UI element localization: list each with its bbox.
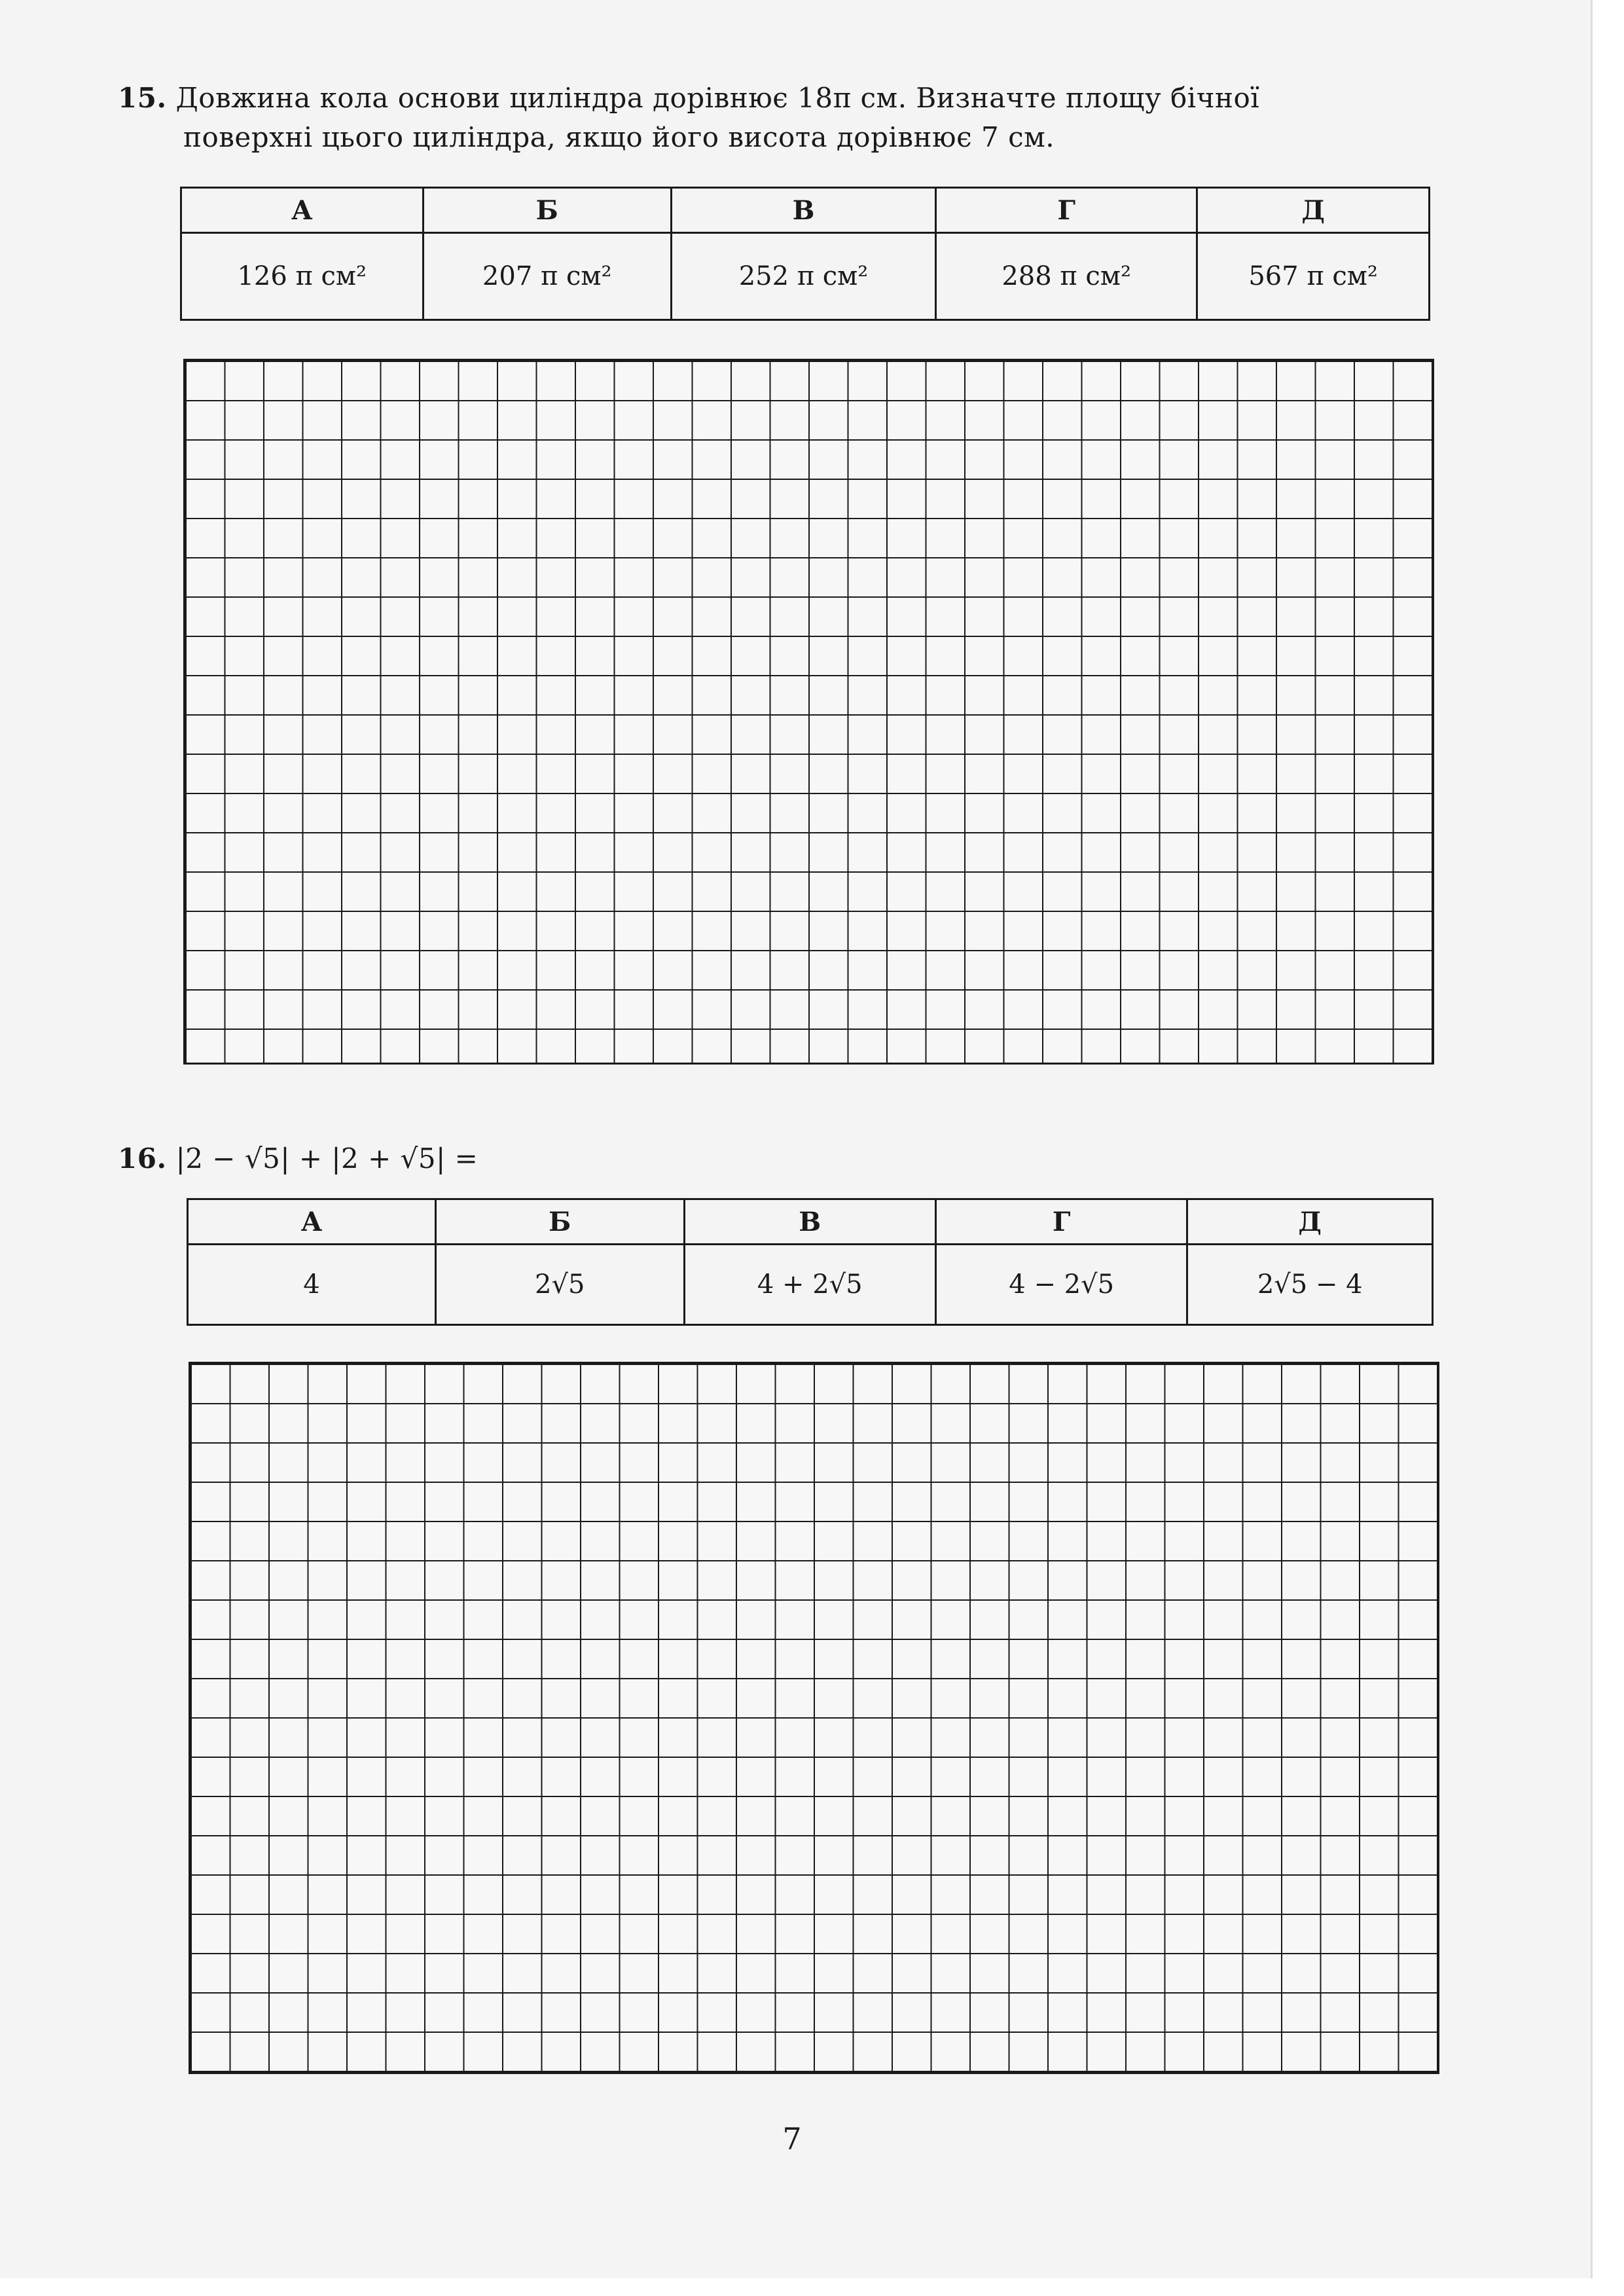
option-header-b: Б (423, 188, 671, 233)
question-15-line1: Довжина кола основи циліндра дорівнює 18π см. Визначте площу бічної (175, 82, 1260, 114)
question-16-work-grid[interactable] (189, 1362, 1439, 2074)
question-16-text (118, 1139, 903, 1178)
question-15-work-grid[interactable] (183, 359, 1434, 1065)
question-16-expression: |2 − √5| + |2 + √5| = (175, 1142, 478, 1175)
option-header-b: Б (436, 1199, 685, 1245)
option-header-a: А (181, 188, 424, 233)
option-g-value: 288 π см² (936, 233, 1197, 320)
option-d-value: 2√5 − 4 (1187, 1245, 1433, 1325)
option-header-g: Г (936, 188, 1197, 233)
question-16-answer-table (187, 1198, 1434, 1326)
option-g-value: 4 − 2√5 (935, 1245, 1187, 1325)
option-header-v: В (671, 188, 935, 233)
question-15-number: 15. (118, 82, 167, 114)
option-header-a: А (188, 1199, 436, 1245)
option-v-value: 4 + 2√5 (684, 1245, 935, 1325)
option-header-g: Г (935, 1199, 1187, 1245)
option-a-value: 126 π см² (181, 233, 424, 320)
option-d-value: 567 π см² (1197, 233, 1430, 320)
page-number: 7 (782, 2121, 802, 2157)
option-header-d: Д (1197, 188, 1430, 233)
option-a-value: 4 (188, 1245, 436, 1325)
question-15-answer-table (180, 187, 1430, 321)
option-b-value: 2√5 (436, 1245, 685, 1325)
question-15-text (118, 79, 1440, 157)
option-b-value: 207 π см² (423, 233, 671, 320)
option-v-value: 252 π см² (671, 233, 935, 320)
question-15-line2: поверхні цього циліндра, якщо його висота дорівнює 7 см. (183, 121, 1055, 153)
option-header-d: Д (1187, 1199, 1433, 1245)
question-16-number: 16. (118, 1142, 167, 1175)
option-header-v: В (684, 1199, 935, 1245)
